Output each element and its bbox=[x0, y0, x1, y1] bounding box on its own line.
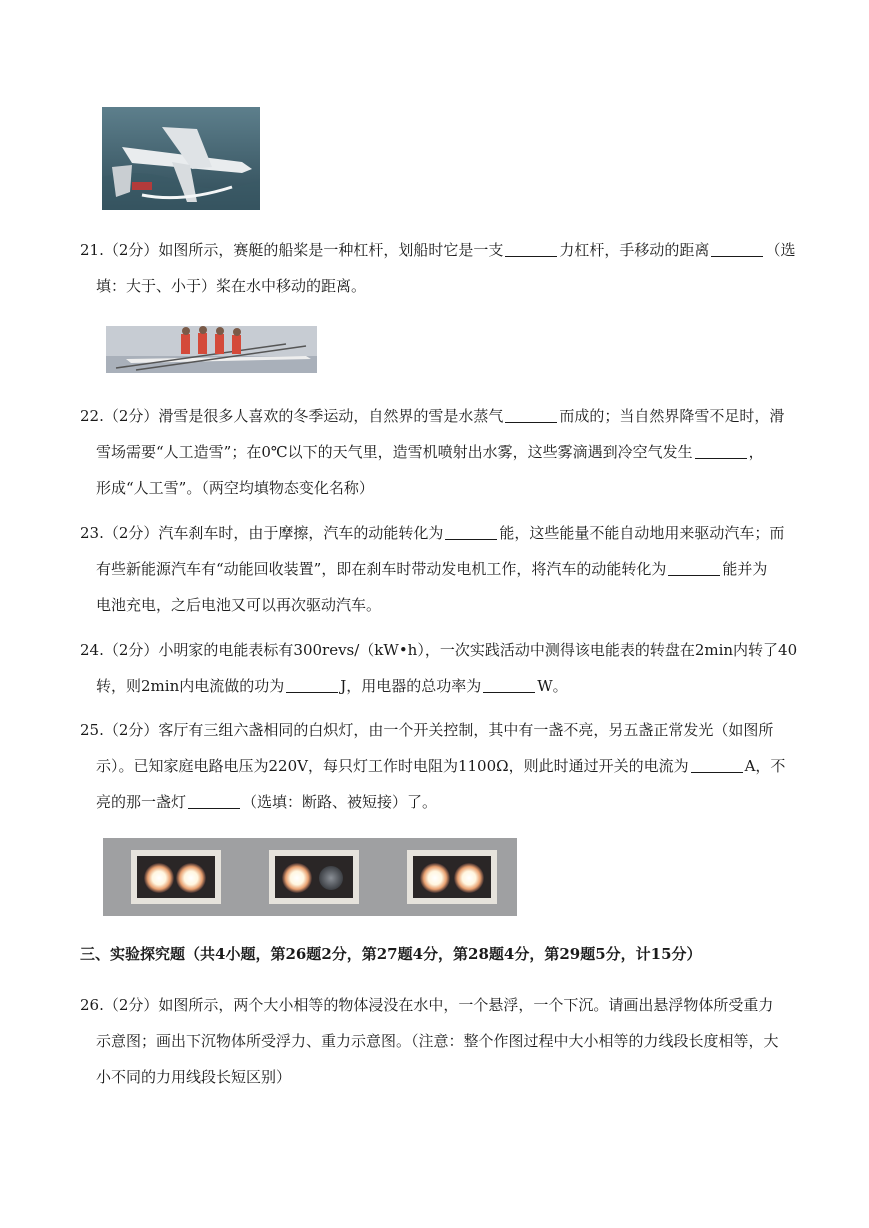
question-text: 滑雪是很多人喜欢的冬季运动，自然界的雪是水蒸气 bbox=[158, 407, 504, 425]
lamps-figure bbox=[103, 838, 517, 916]
question-number: 25. bbox=[80, 721, 104, 739]
question-score: （2分） bbox=[103, 524, 159, 542]
question-text: 雪场需要“人工造雪”；在0℃以下的天气里，造雪机喷射出水雾，这些雾滴遇到冷空气发生 bbox=[96, 443, 693, 461]
question-text: J，用电器的总功率为 bbox=[340, 677, 482, 695]
question-number: 23. bbox=[80, 524, 104, 542]
answer-blank[interactable] bbox=[505, 404, 557, 423]
question-text: 亮的那一盏灯 bbox=[96, 793, 187, 811]
question-number: 24. bbox=[80, 641, 104, 659]
question-text: （选填：断路、被短接）了。 bbox=[242, 793, 438, 811]
question-text: 有些新能源汽车有“动能回收装置”，即在刹车时带动发电机工作，将汽车的动能转化为 bbox=[96, 560, 667, 578]
question-25 bbox=[80, 712, 792, 820]
section-heading: 三、实验探究题（共4小题，第26题2分，第27题4分，第28题4分，第29题5分，计15分） bbox=[80, 945, 702, 963]
question-text: （选 bbox=[765, 241, 796, 259]
question-text: 能并为 bbox=[722, 560, 768, 578]
question-text: 示意图；画出下沉物体所受浮力、重力示意图。（注意：整个作图过程中大小相等的力线段长度相等，大 bbox=[96, 1032, 779, 1050]
question-text: 而成的；当自然界降雪不足时，滑 bbox=[559, 407, 785, 425]
answer-blank[interactable] bbox=[286, 674, 338, 693]
question-score: （2分） bbox=[103, 407, 159, 425]
lamps-image bbox=[103, 838, 517, 916]
answer-blank[interactable] bbox=[188, 790, 240, 809]
question-text: 电池充电，之后电池又可以再次驱动汽车。 bbox=[96, 596, 382, 614]
seaplane-figure bbox=[102, 107, 260, 210]
answer-blank[interactable] bbox=[691, 754, 743, 773]
rowing-figure bbox=[106, 326, 317, 373]
question-22 bbox=[80, 398, 792, 506]
question-text: 转，则2min内电流做的功为 bbox=[96, 677, 285, 695]
rowing-image bbox=[106, 326, 317, 373]
question-number: 21. bbox=[80, 241, 104, 259]
question-text: 小不同的力用线段长短区别） bbox=[96, 1068, 292, 1086]
question-score: （2分） bbox=[103, 996, 159, 1014]
question-23 bbox=[80, 515, 792, 623]
question-24 bbox=[80, 632, 798, 704]
question-text: 填：大于、小于）桨在水中移动的距离。 bbox=[96, 277, 367, 295]
answer-blank[interactable] bbox=[445, 521, 497, 540]
question-text: 客厅有三组六盏相同的白炽灯，由一个开关控制，其中有一盏不亮，另五盏正常发光（如图所 bbox=[158, 721, 774, 739]
question-text: 示）。已知家庭电路电压为220V，每只灯工作时电阻为1100Ω，则此时通过开关的电流为 bbox=[96, 757, 689, 775]
question-number: 22. bbox=[80, 407, 104, 425]
question-text: 小明家的电能表标有300revs/（kW•h），一次实践活动中测得该电能表的转盘在2min内转了40 bbox=[158, 641, 798, 659]
answer-blank[interactable] bbox=[483, 674, 535, 693]
question-text: W。 bbox=[537, 677, 568, 695]
question-text: 汽车刹车时，由于摩擦，汽车的动能转化为 bbox=[158, 524, 444, 542]
answer-blank[interactable] bbox=[711, 238, 763, 257]
question-text: ， bbox=[748, 443, 764, 461]
question-text: 形成“人工雪”。（两空均填物态变化名称） bbox=[96, 479, 374, 497]
answer-blank[interactable] bbox=[668, 557, 720, 576]
question-text: 如图所示，赛艇的船桨是一种杠杆，划船时它是一支 bbox=[158, 241, 504, 259]
answer-blank[interactable] bbox=[505, 238, 557, 257]
answer-blank[interactable] bbox=[695, 440, 747, 459]
question-26 bbox=[80, 987, 792, 1095]
question-text: 能，这些能量不能自动地用来驱动汽车；而 bbox=[499, 524, 785, 542]
seaplane-image bbox=[102, 107, 260, 210]
question-score: （2分） bbox=[103, 721, 159, 739]
question-text: 力杠杆，手移动的距离 bbox=[559, 241, 710, 259]
question-text: A，不 bbox=[744, 757, 786, 775]
question-21 bbox=[80, 232, 796, 304]
question-text: 如图所示，两个大小相等的物体浸没在水中，一个悬浮，一个下沉。请画出悬浮物体所受重力 bbox=[158, 996, 774, 1014]
question-score: （2分） bbox=[103, 641, 159, 659]
question-score: （2分） bbox=[103, 241, 159, 259]
question-number: 26. bbox=[80, 996, 104, 1014]
